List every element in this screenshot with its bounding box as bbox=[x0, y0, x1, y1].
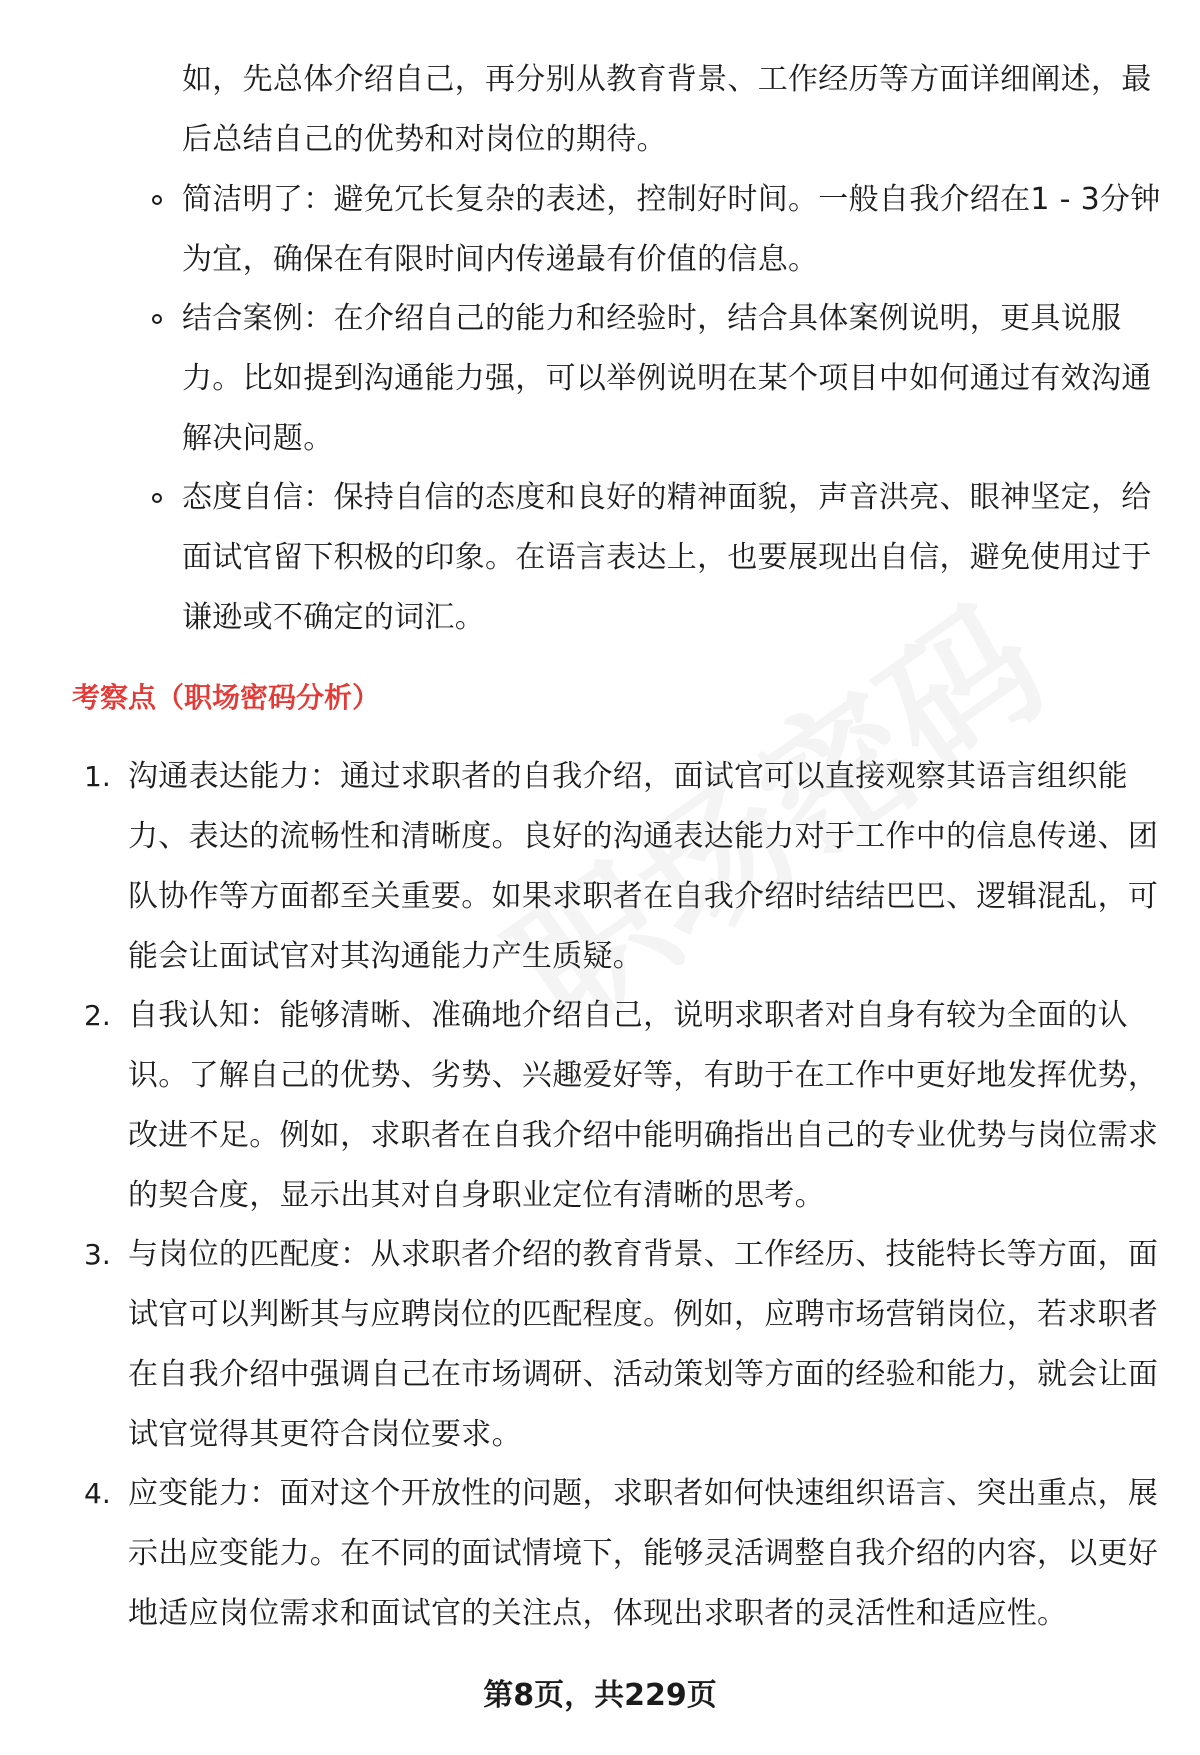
numbered-item-line: 在自我介绍中强调自己在市场调研、活动策划等方面的经验和能力，就会让面 bbox=[128, 1357, 1159, 1392]
numbered-item-line: 能会让面试官对其沟通能力产生质疑。 bbox=[128, 939, 644, 974]
numbered-item-line: 自我认知：能够清晰、准确地介绍自己，说明求职者对自身有较为全面的认 bbox=[128, 998, 1128, 1033]
bullet-text-line: 为宜，确保在有限时间内传递最有价值的信息。 bbox=[182, 242, 819, 277]
numbered-item-line: 应变能力：面对这个开放性的问题，求职者如何快速组织语言、突出重点，展 bbox=[128, 1476, 1159, 1511]
bullet-text-line: 解决问题。 bbox=[182, 421, 334, 456]
numbered-item-line: 的契合度，显示出其对自身职业定位有清晰的思考。 bbox=[128, 1178, 825, 1213]
list-number: 1. bbox=[84, 760, 111, 793]
bullet-text-line: 面试官留下积极的印象。在语言表达上，也要展现出自信，避免使用过于 bbox=[182, 540, 1152, 575]
section-heading: 考察点（职场密码分析） bbox=[72, 681, 381, 714]
hollow-circle-bullet-icon bbox=[152, 195, 162, 205]
bullet-text-line: 力。比如提到沟通能力强，可以举例说明在某个项目中如何通过有效沟通 bbox=[182, 361, 1152, 396]
bullet-text-line: 结合案例：在介绍自己的能力和经验时，结合具体案例说明，更具说服 bbox=[182, 301, 1122, 336]
hollow-circle-bullet-icon bbox=[152, 314, 162, 324]
numbered-item-line: 识。了解自己的优势、劣势、兴趣爱好等，有助于在工作中更好地发挥优势， bbox=[128, 1058, 1159, 1093]
numbered-item-line: 试官觉得其更符合岗位要求。 bbox=[128, 1417, 522, 1452]
numbered-item-line: 地适应岗位需求和面试官的关注点，体现出求职者的灵活性和适应性。 bbox=[128, 1596, 1068, 1631]
bullet-text-line: 如，先总体介绍自己，再分别从教育背景、工作经历等方面详细阐述，最 bbox=[182, 62, 1152, 97]
list-number: 2. bbox=[84, 999, 111, 1032]
numbered-item-line: 试官可以判断其与应聘岗位的匹配程度。例如，应聘市场营销岗位，若求职者 bbox=[128, 1297, 1159, 1332]
numbered-item-line: 队协作等方面都至关重要。如果求职者在自我介绍时结结巴巴、逻辑混乱，可 bbox=[128, 879, 1159, 914]
numbered-item-line: 沟通表达能力：通过求职者的自我介绍，面试官可以直接观察其语言组织能 bbox=[128, 759, 1128, 794]
numbered-item-line: 与岗位的匹配度：从求职者介绍的教育背景、工作经历、技能特长等方面，面 bbox=[128, 1237, 1159, 1272]
numbered-item-line: 示出应变能力。在不同的面试情境下，能够灵活调整自我介绍的内容，以更好 bbox=[128, 1536, 1159, 1571]
page-number-footer: 第8页，共229页 bbox=[483, 1678, 717, 1713]
bullet-text-line: 简洁明了：避免冗长复杂的表述，控制好时间。一般自我介绍在1 - 3分钟 bbox=[182, 182, 1161, 217]
hollow-circle-bullet-icon bbox=[152, 493, 162, 503]
numbered-item-line: 力、表达的流畅性和清晰度。良好的沟通表达能力对于工作中的信息传递、团 bbox=[128, 819, 1159, 854]
list-number: 3. bbox=[84, 1238, 111, 1271]
bullet-text-line: 后总结自己的优势和对岗位的期待。 bbox=[182, 122, 667, 157]
list-number: 4. bbox=[84, 1477, 111, 1510]
watermark bbox=[462, 547, 1077, 1068]
bullet-text-line: 态度自信：保持自信的态度和良好的精神面貌，声音洪亮、眼神坚定，给 bbox=[182, 480, 1152, 515]
bullet-text-line: 谦逊或不确定的词汇。 bbox=[182, 600, 485, 635]
numbered-item-line: 改进不足。例如，求职者在自我介绍中能明确指出自己的专业优势与岗位需求 bbox=[128, 1118, 1159, 1153]
